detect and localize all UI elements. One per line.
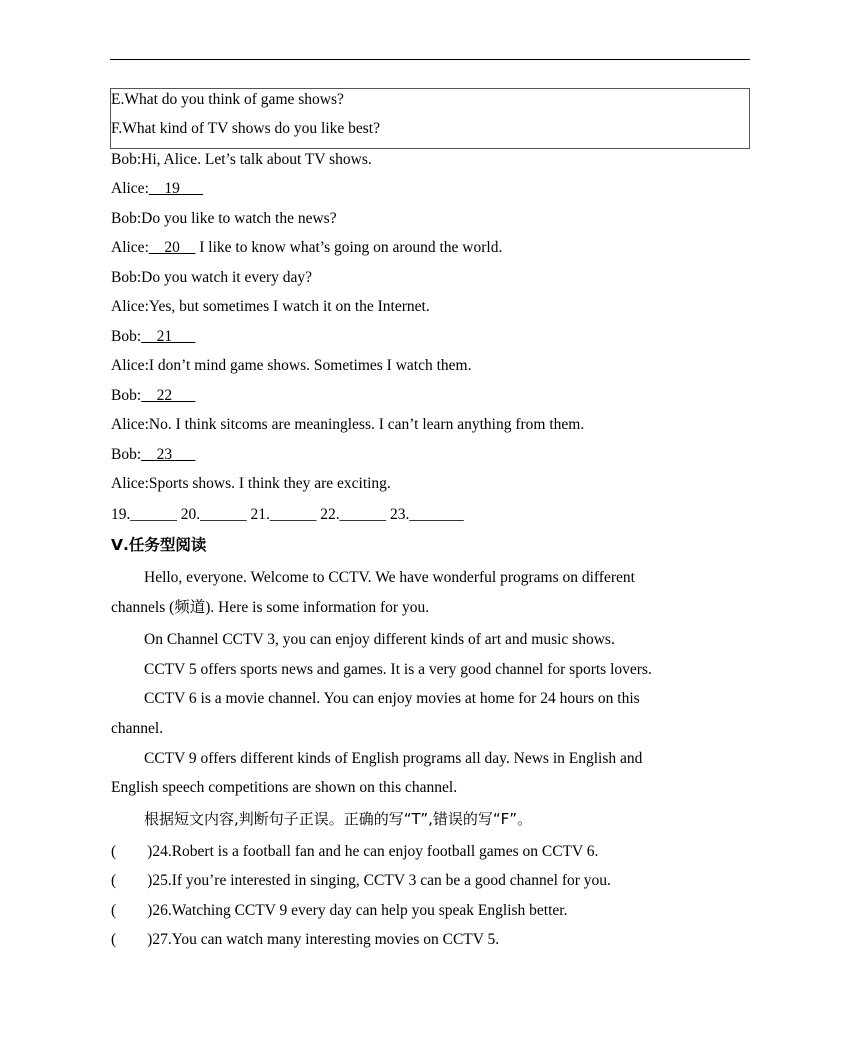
passage-line-1: Hello, everyone. Welcome to CCTV. We have wonderful programs on different xyxy=(144,569,635,586)
blank-20: 20 xyxy=(148,239,196,256)
dialogue-line-4: Alice: 20 I like to know what’s going on around the world. xyxy=(111,239,503,256)
dialogue-line-8: Alice:I don’t mind game shows. Sometimes I watch them. xyxy=(111,357,472,374)
dialogue-line-6: Alice:Yes, but sometimes I watch it on the Internet. xyxy=(111,298,430,315)
question-25: ( )25.If you’re interested in singing, CCTV 3 can be a good channel for you. xyxy=(111,872,611,889)
passage-line-4: CCTV 5 offers sports news and games. It is a very good channel for sports lovers. xyxy=(144,661,652,678)
passage-line-2: channels (频道). Here is some information for you. xyxy=(111,599,430,616)
dialogue-line-9: Bob: 22 xyxy=(111,387,196,404)
dialogue-line-3: Bob:Do you like to watch the news? xyxy=(111,210,337,227)
answer-line: 19.______ 20.______ 21.______ 22.______ 23._______ xyxy=(111,506,464,523)
dialogue-line-12: Alice:Sports shows. I think they are exciting. xyxy=(111,475,391,492)
question-27: ( )27.You can watch many interesting movies on CCTV 5. xyxy=(111,931,500,948)
header-rule xyxy=(110,59,750,60)
question-24: ( )24.Robert is a football fan and he can enjoy football games on CCTV 6. xyxy=(111,843,599,860)
dialogue-line-10: Alice:No. I think sitcoms are meaningless. I can’t learn anything from them. xyxy=(111,416,585,433)
instruction: 根据短文内容,判断句子正误。正确的写“T”,错误的写“F”。 xyxy=(144,810,533,828)
blank-23: 23 xyxy=(141,446,196,463)
dialogue-line-11: Bob: 23 xyxy=(111,446,196,463)
passage-line-5: CCTV 6 is a movie channel. You can enjoy movies at home for 24 hours on this xyxy=(144,690,640,707)
passage-line-7: CCTV 9 offers different kinds of English programs all day. News in English and xyxy=(144,750,643,767)
option-f: F.What kind of TV shows do you like best? xyxy=(111,120,380,137)
passage-line-6: channel. xyxy=(111,720,164,737)
dialogue-line-2: Alice: 19 xyxy=(111,180,204,197)
question-26: ( )26.Watching CCTV 9 every day can help you speak English better. xyxy=(111,902,568,919)
blank-19: 19 xyxy=(148,180,204,197)
blank-22: 22 xyxy=(141,387,196,404)
dialogue-line-5: Bob:Do you watch it every day? xyxy=(111,269,313,286)
option-e: E.What do you think of game shows? xyxy=(111,91,344,108)
passage-line-8: English speech competitions are shown on this channel. xyxy=(111,779,458,796)
passage-line-3: On Channel CCTV 3, you can enjoy different kinds of art and music shows. xyxy=(144,631,615,648)
blank-21: 21 xyxy=(141,328,196,345)
section-heading: Ⅴ.任务型阅读 xyxy=(111,536,207,554)
dialogue-line-7: Bob: 21 xyxy=(111,328,196,345)
dialogue-line-1: Bob:Hi, Alice. Let’s talk about TV shows. xyxy=(111,151,372,168)
